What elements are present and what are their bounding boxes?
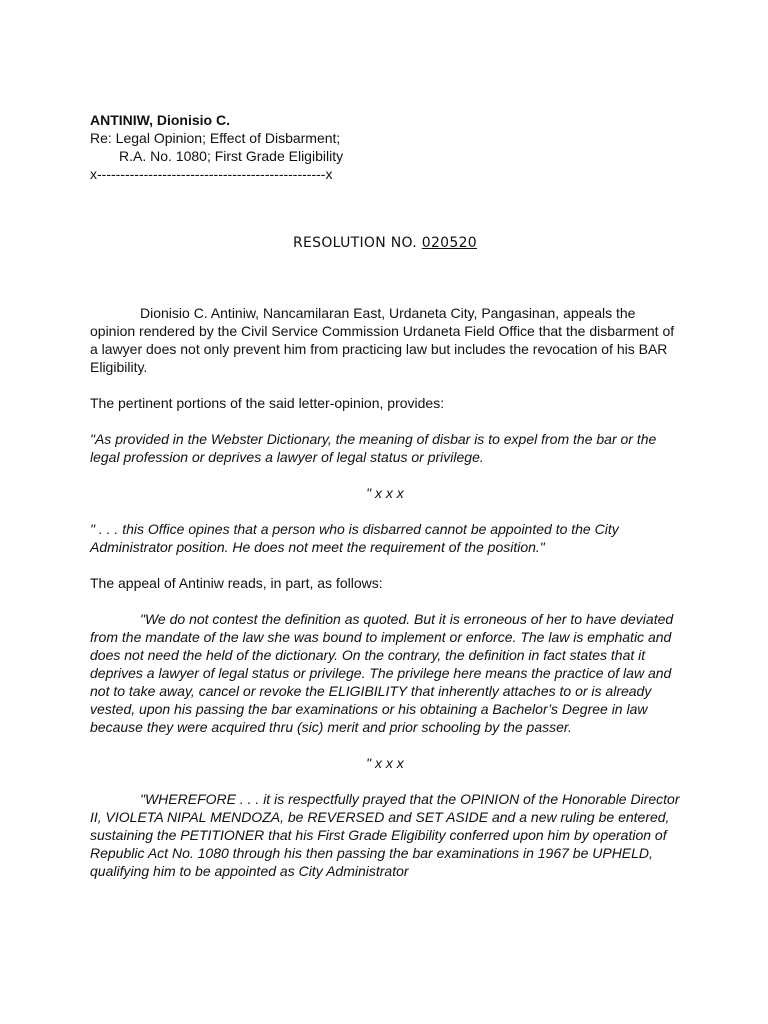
paragraph-pertinent: The pertinent portions of the said letter-opinion, provides: bbox=[90, 395, 445, 411]
header-divider: x-------------------------------------------------x bbox=[90, 166, 333, 182]
ellipsis-marker-2: " x x x bbox=[366, 755, 404, 771]
resolution-title bbox=[90, 234, 680, 252]
re-line-1: Re: Legal Opinion; Effect of Disbarment; bbox=[90, 130, 341, 146]
paragraph-intro: Dionisio C. Antiniw, Nancamilaran East, Urdaneta City, Pangasinan, appeals the opinion rendered by the Civil Service Commission Urdaneta Field Office that the disbarment of a lawyer does not only prevent him from practicing law but includes the revocation of his BAR Eligibility. bbox=[90, 305, 675, 375]
paragraph-appeal: The appeal of Antiniw reads, in part, as follows: bbox=[90, 575, 383, 591]
quote-appeal: "We do not contest the definition as quoted. But it is erroneous of her to have deviated from the mandate of the law she was bound to implement or enforce. The law is emphatic and does not need the held of the dictionary. On the contrary, the definition in fact states that it deprives a lawyer of legal status or privilege. The privilege here means the practice of law and not to take away, cancel or revoke the ELIGIBILITY that inherently attaches to or is already vested, upon his passing the bar examinations or his obtaining a Bachelor’s Degree in law because they were acquired thru (sic) merit and prior schooling by the passer. bbox=[90, 611, 674, 735]
ellipsis-marker-1: " x x x bbox=[366, 485, 404, 501]
quote-office-opinion: " . . . this Office opines that a person who is disbarred cannot be appointed to the City Administrator position. He does not meet the requirement of the position." bbox=[90, 521, 619, 555]
addressee-name: ANTINIW, Dionisio C. bbox=[90, 112, 230, 128]
quote-wherefore: "WHEREFORE . . . it is respectfully prayed that the OPINION of the Honorable Director II, VIOLETA NIPAL MENDOZA, be REVERSED and SET ASIDE and a new ruling be entered, sustaining the PETITIONER that his First Grade Eligibility conferred upon him by operation of Republic Act No. 1080 through his then passing the bar examinations in 1967 be UPHELD, qualifying him to be appointed as City Administrator bbox=[90, 791, 680, 879]
resolution-number: 020520 bbox=[421, 235, 478, 251]
quote-webster: "As provided in the Webster Dictionary, the meaning of disbar is to expel from the bar or the legal profession or deprives a lawyer of legal status or privilege. bbox=[90, 431, 657, 465]
re-line-2: R.A. No. 1080; First Grade Eligibility bbox=[119, 148, 344, 164]
document-content bbox=[90, 111, 680, 880]
resolution-label: RESOLUTION NO. bbox=[292, 235, 422, 251]
